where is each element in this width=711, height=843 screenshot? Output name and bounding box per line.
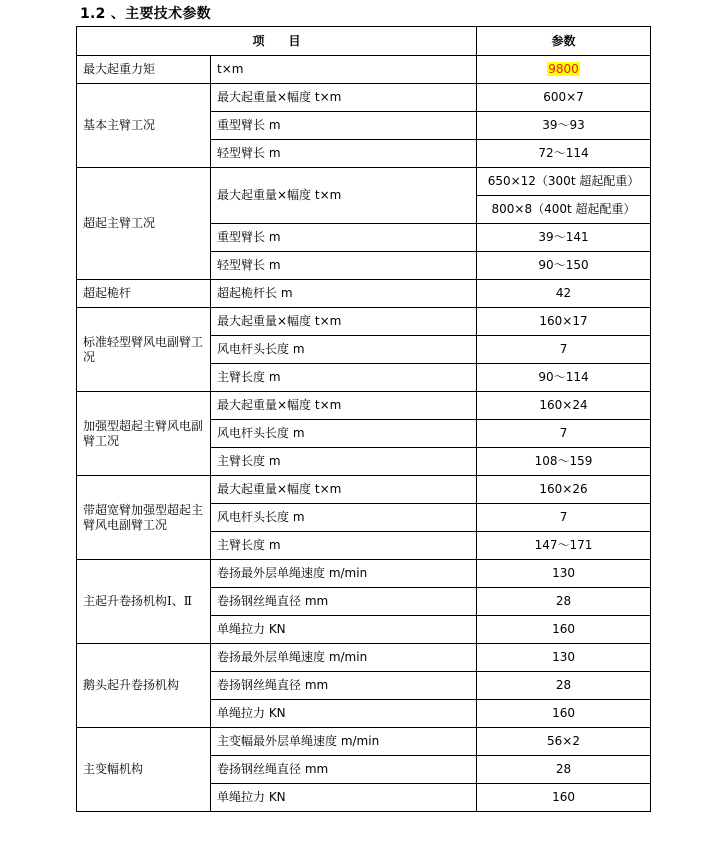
row-value: 147～171 bbox=[477, 532, 651, 560]
header-item: 项 目 bbox=[77, 27, 477, 56]
row-item: 超起桅杆长 m bbox=[211, 280, 477, 308]
row-item: 风电杆头长度 m bbox=[211, 420, 477, 448]
row-item: 卷扬最外层单绳速度 m/min bbox=[211, 644, 477, 672]
section-heading: 1.2 、主要技术参数 bbox=[80, 6, 211, 22]
table-row bbox=[77, 392, 651, 420]
row-value: 28 bbox=[477, 672, 651, 700]
row-item: 主变幅最外层单绳速度 m/min bbox=[211, 728, 477, 756]
row-category: 主变幅机构 bbox=[77, 728, 211, 812]
row-category: 标准轻型臂风电副臂工况 bbox=[77, 308, 211, 392]
table-row bbox=[77, 644, 651, 672]
row-value: 90～150 bbox=[477, 252, 651, 280]
row-value: 90～114 bbox=[477, 364, 651, 392]
row-value: 130 bbox=[477, 560, 651, 588]
row-value: 160×17 bbox=[477, 308, 651, 336]
row-value: 160×26 bbox=[477, 476, 651, 504]
row-item: 卷扬钢丝绳直径 mm bbox=[211, 588, 477, 616]
row-category: 最大起重力矩 bbox=[77, 56, 211, 84]
row-category: 鹅头起升卷扬机构 bbox=[77, 644, 211, 728]
row-item: 最大起重量×幅度 t×m bbox=[211, 84, 477, 112]
row-item: 单绳拉力 KN bbox=[211, 784, 477, 812]
table-row bbox=[77, 56, 651, 84]
row-value: 800×8（400t 超起配重） bbox=[477, 196, 651, 224]
row-category: 带超宽臂加强型超起主臂风电副臂工况 bbox=[77, 476, 211, 560]
row-value: 108～159 bbox=[477, 448, 651, 476]
row-value: 7 bbox=[477, 504, 651, 532]
header-param: 参数 bbox=[477, 27, 651, 56]
row-value: 160 bbox=[477, 784, 651, 812]
row-item: 卷扬钢丝绳直径 mm bbox=[211, 756, 477, 784]
row-item: 最大起重量×幅度 t×m bbox=[211, 168, 477, 224]
table-row bbox=[77, 308, 651, 336]
row-category: 基本主臂工况 bbox=[77, 84, 211, 168]
highlighted-value: 9800 bbox=[548, 62, 579, 76]
row-category: 超起桅杆 bbox=[77, 280, 211, 308]
row-item: 主臂长度 m bbox=[211, 532, 477, 560]
row-value: 160 bbox=[477, 616, 651, 644]
row-item: 轻型臂长 m bbox=[211, 252, 477, 280]
table-header-row bbox=[77, 27, 651, 56]
row-value: 160×24 bbox=[477, 392, 651, 420]
row-value: 56×2 bbox=[477, 728, 651, 756]
row-item: 风电杆头长度 m bbox=[211, 336, 477, 364]
row-value: 28 bbox=[477, 756, 651, 784]
row-item: 主臂长度 m bbox=[211, 364, 477, 392]
row-value: 72～114 bbox=[477, 140, 651, 168]
row-value: 600×7 bbox=[477, 84, 651, 112]
row-item: 重型臂长 m bbox=[211, 112, 477, 140]
row-item: 单绳拉力 KN bbox=[211, 700, 477, 728]
row-value: 7 bbox=[477, 420, 651, 448]
row-item: 最大起重量×幅度 t×m bbox=[211, 308, 477, 336]
row-item: t×m bbox=[211, 56, 477, 84]
row-category: 超起主臂工况 bbox=[77, 168, 211, 280]
table-row bbox=[77, 84, 651, 112]
row-value: 39～141 bbox=[477, 224, 651, 252]
spec-table bbox=[76, 26, 651, 812]
row-value: 160 bbox=[477, 700, 651, 728]
row-value: 7 bbox=[477, 336, 651, 364]
row-value: 39～93 bbox=[477, 112, 651, 140]
table-row bbox=[77, 168, 651, 196]
row-item: 主臂长度 m bbox=[211, 448, 477, 476]
row-value: 650×12（300t 超起配重） bbox=[477, 168, 651, 196]
row-item: 风电杆头长度 m bbox=[211, 504, 477, 532]
row-item: 单绳拉力 KN bbox=[211, 616, 477, 644]
row-value: 28 bbox=[477, 588, 651, 616]
row-category: 加强型超起主臂风电副臂工况 bbox=[77, 392, 211, 476]
row-item: 轻型臂长 m bbox=[211, 140, 477, 168]
row-value: 130 bbox=[477, 644, 651, 672]
row-category: 主起升卷扬机构Ⅰ、Ⅱ bbox=[77, 560, 211, 644]
row-value bbox=[477, 56, 651, 84]
table-row bbox=[77, 560, 651, 588]
row-item: 最大起重量×幅度 t×m bbox=[211, 476, 477, 504]
table-row bbox=[77, 476, 651, 504]
row-item: 最大起重量×幅度 t×m bbox=[211, 392, 477, 420]
table-row bbox=[77, 728, 651, 756]
row-value: 42 bbox=[477, 280, 651, 308]
row-item: 卷扬最外层单绳速度 m/min bbox=[211, 560, 477, 588]
row-item: 卷扬钢丝绳直径 mm bbox=[211, 672, 477, 700]
table-row bbox=[77, 280, 651, 308]
row-item: 重型臂长 m bbox=[211, 224, 477, 252]
